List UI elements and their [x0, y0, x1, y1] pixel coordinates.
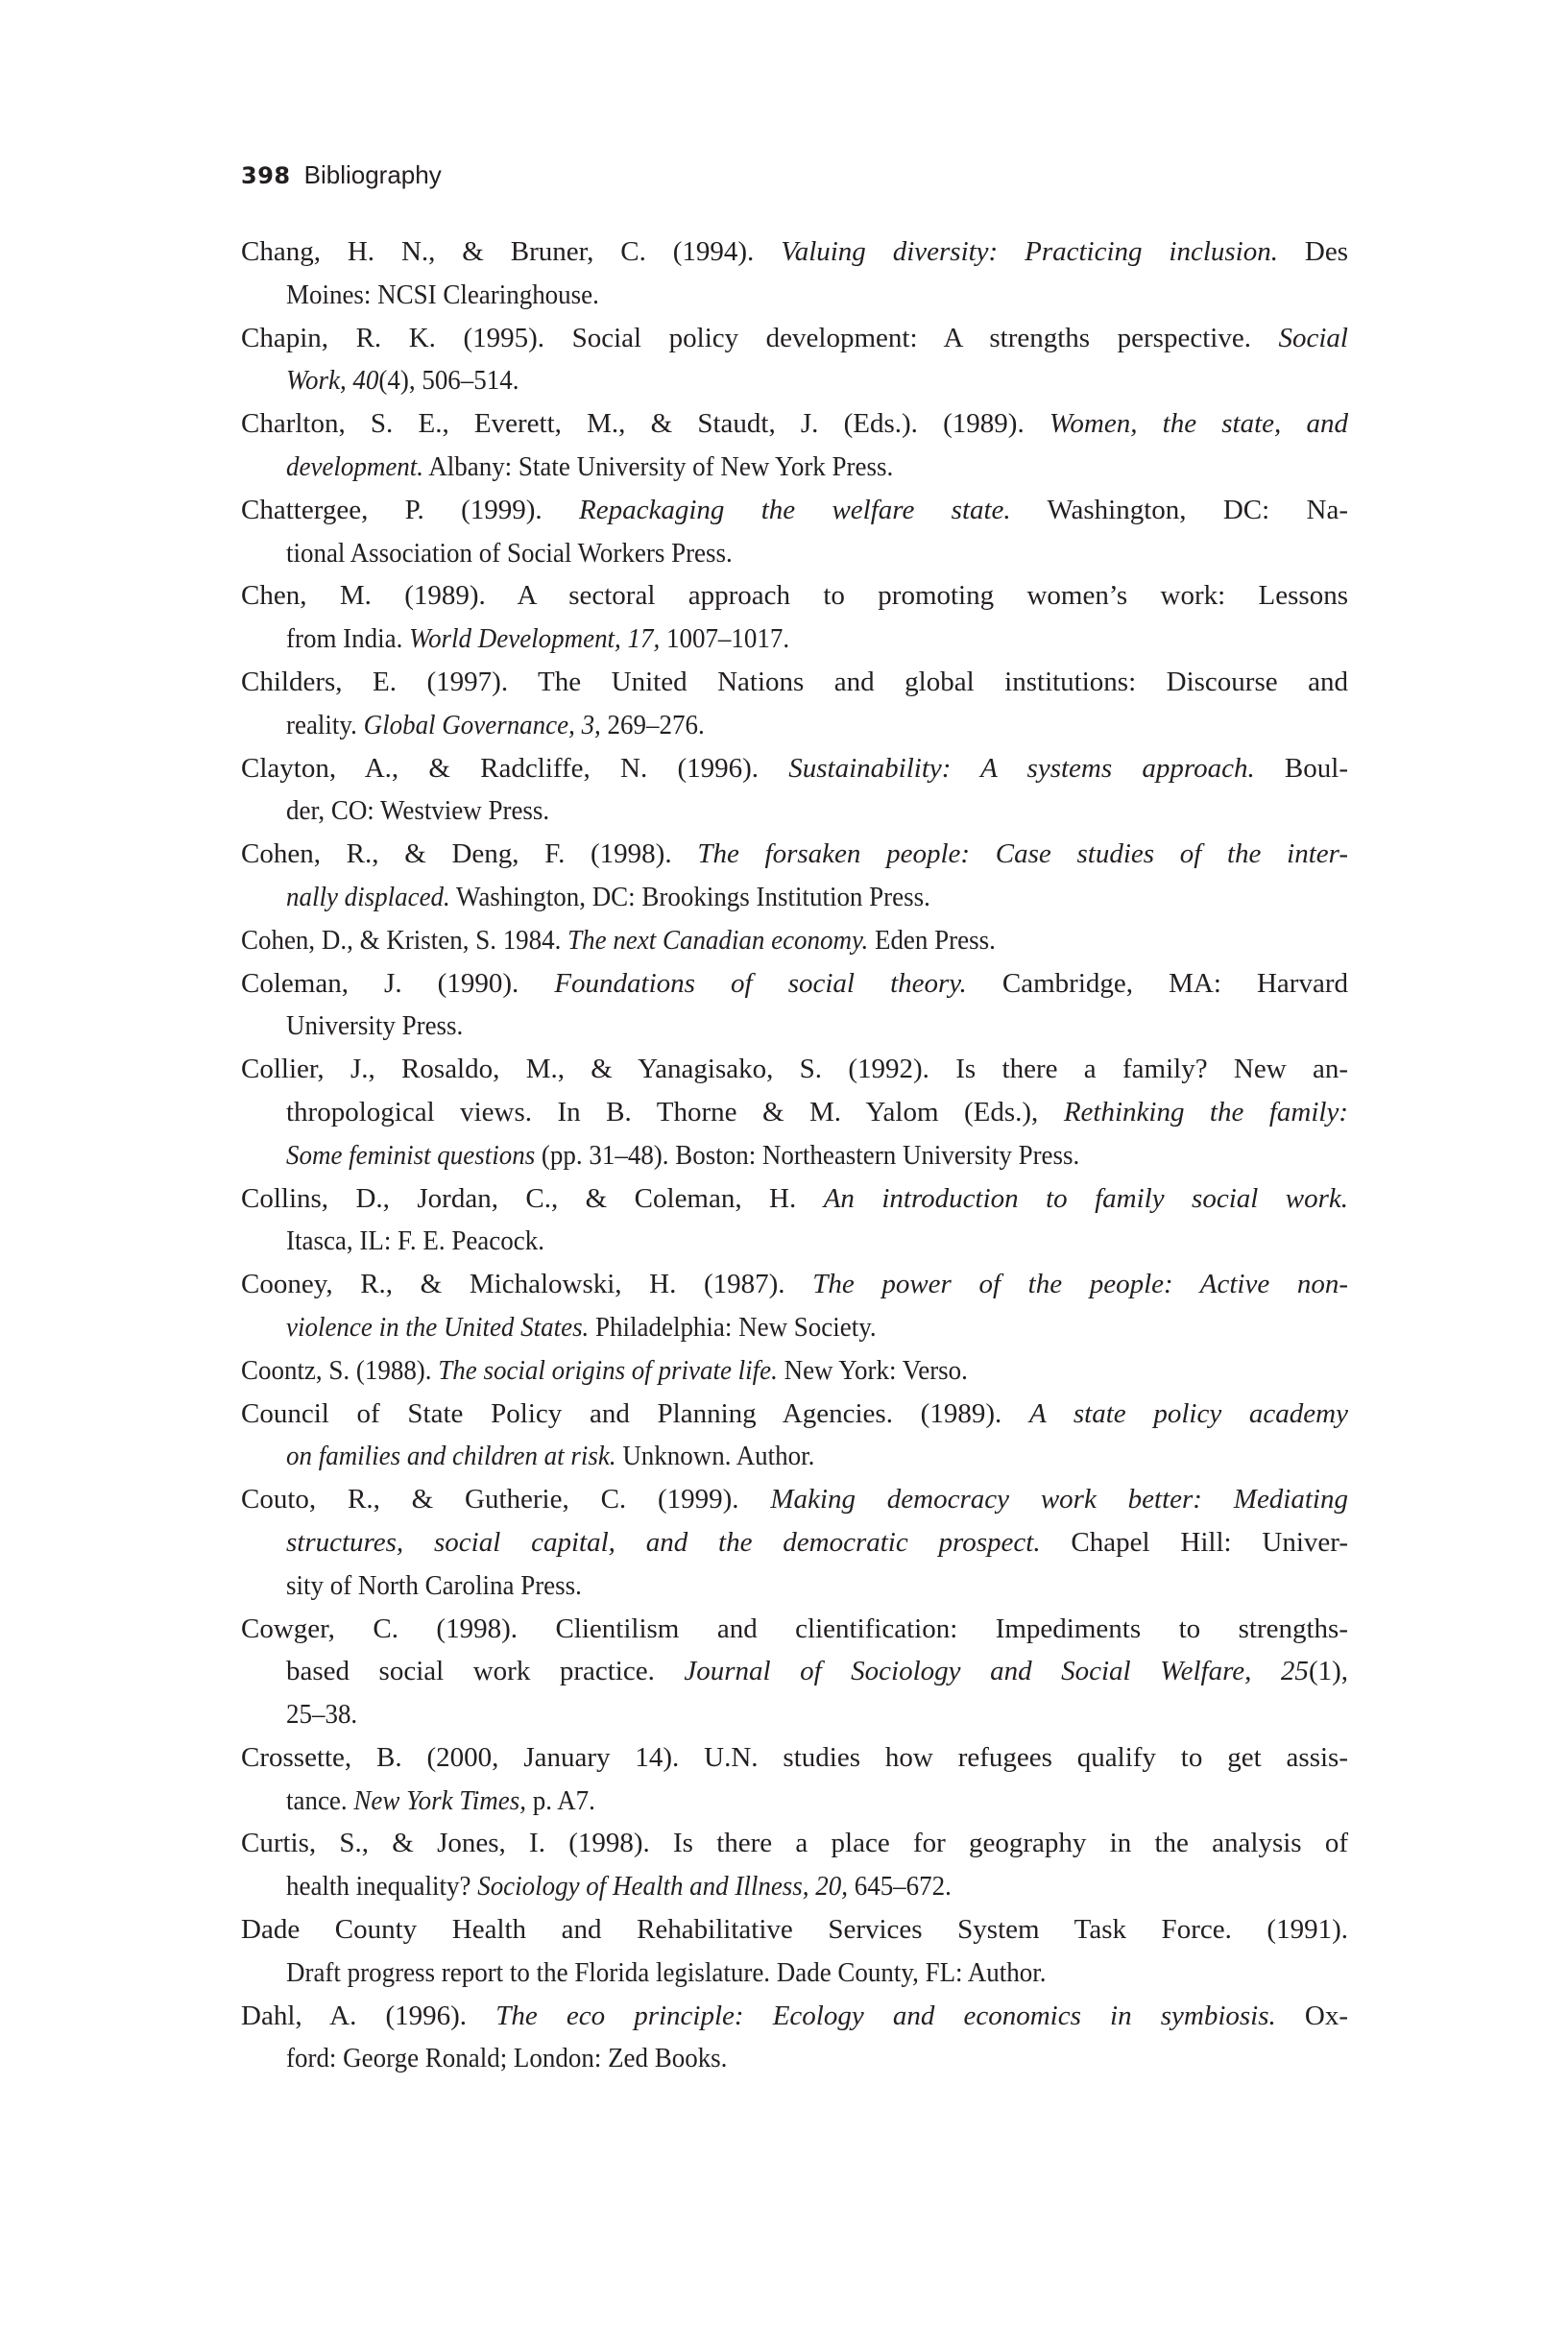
citation-text: Cohen, R., & Deng, F. (1998).	[241, 838, 698, 870]
italic-title-text: on families and children at risk.	[286, 1441, 616, 1472]
italic-title-text: The next Canadian economy.	[567, 924, 869, 956]
citation-text: ford: George Ronald; London: Zed Books.	[286, 2043, 728, 2074]
italic-title-text: nally displaced.	[286, 881, 450, 912]
citation-text: Clayton, A., & Radcliffe, N. (1996).	[241, 752, 789, 784]
entry-continuation-line	[241, 1091, 1348, 1134]
citation-text: Chapin, R. K. (1995). Social policy development: A strengths perspective.	[241, 322, 1279, 353]
citation-text: 645–672.	[847, 1871, 952, 1903]
citation-text: Cowger, C. (1998). Clientilism and clientification: Impediments to strengths-	[241, 1612, 1348, 1644]
entry-first-line	[241, 1177, 1348, 1221]
citation-text: Chang, H. N., & Bruner, C. (1994).	[241, 236, 782, 267]
italic-title-text: Global Governance, 3,	[363, 709, 601, 740]
italic-title-text: Work, 40	[286, 365, 379, 397]
citation-text: Albany: State University of New York Press.	[423, 450, 894, 482]
entry-first-line	[241, 1736, 1348, 1780]
entry-first-line	[241, 833, 1348, 876]
bibliography-entry	[241, 1822, 1348, 1908]
entry-first-line	[241, 661, 1348, 704]
citation-text: Moines: NCSI Clearinghouse.	[286, 279, 599, 310]
citation-text: (pp. 31–48). Boston: Northeastern University Press.	[535, 1139, 1080, 1171]
citation-text: based social work practice.	[286, 1656, 685, 1687]
citation-text: tional Association of Social Workers Press.	[286, 537, 733, 569]
italic-title-text: The power of the people: Active non-	[812, 1269, 1348, 1300]
citation-text: Collier, J., Rosaldo, M., & Yanagisako, S. (1992). Is there a family? New an-	[241, 1054, 1348, 1085]
citation-text: Childers, E. (1997). The United Nations and global institutions: Discourse and	[241, 666, 1348, 697]
entry-continuation-line	[241, 704, 1348, 747]
citation-text: Chapel Hill: Univer-	[1040, 1526, 1348, 1558]
bibliography-entry	[241, 230, 1348, 317]
bibliography-entry	[241, 962, 1348, 1049]
bibliography-entry	[241, 1608, 1348, 1736]
italic-title-text: World Development, 17,	[409, 623, 661, 655]
citation-text: sity of North Carolina Press.	[286, 1569, 582, 1601]
citation-text: University Press.	[286, 1010, 464, 1042]
entry-first-line	[241, 317, 1348, 360]
entry-first-line	[241, 1608, 1348, 1651]
entry-continuation-line	[241, 618, 1348, 661]
citation-text: Charlton, S. E., Everett, M., & Staudt, J. (Eds.). (1989).	[241, 408, 1049, 440]
bibliography-entry	[241, 574, 1348, 661]
bibliography-entry	[241, 1048, 1348, 1176]
entry-continuation-line	[241, 1306, 1348, 1349]
entry-continuation-line	[241, 359, 1348, 402]
entry-first-line	[241, 747, 1348, 790]
italic-title-text: The forsaken people: Case studies of the inter-	[697, 838, 1348, 870]
entry-first-line	[241, 489, 1348, 532]
bibliography-entry	[241, 489, 1348, 575]
citation-text: p. A7.	[525, 1784, 595, 1816]
entry-continuation-line	[241, 1134, 1348, 1177]
bibliography-entry	[241, 919, 1348, 962]
bibliography-entry	[241, 1736, 1348, 1823]
italic-title-text: The eco principle: Ecology and economics in symbiosis.	[495, 2000, 1276, 2031]
citation-text: New York: Verso.	[777, 1354, 968, 1386]
entry-first-line	[241, 1048, 1348, 1091]
page-number: 398	[241, 162, 291, 189]
citation-text: Draft progress report to the Florida legislature. Dade County, FL: Author.	[286, 1956, 1047, 1988]
italic-title-text: Journal of Sociology and Social Welfare, 25	[684, 1656, 1309, 1687]
entry-first-line	[241, 1263, 1348, 1306]
entry-first-line	[241, 962, 1348, 1006]
entry-first-line	[241, 402, 1348, 446]
italic-title-text: Making democracy work better: Mediating	[770, 1484, 1348, 1515]
citation-text: Cooney, R., & Michalowski, H. (1987).	[241, 1269, 813, 1300]
entry-first-line	[241, 1393, 1348, 1436]
italic-title-text: Women, the state, and	[1049, 408, 1348, 440]
citation-text: 25–38.	[286, 1699, 358, 1731]
italic-title-text: New York Times,	[353, 1784, 526, 1816]
entry-first-line	[241, 1349, 1348, 1393]
citation-text: tance.	[286, 1784, 354, 1816]
citation-text: Ox-	[1275, 2000, 1349, 2031]
entry-continuation-line	[241, 1780, 1348, 1823]
citation-text: Council of State Policy and Planning Agencies. (1989).	[241, 1397, 1029, 1429]
citation-text: Couto, R., & Gutherie, C. (1999).	[241, 1484, 771, 1515]
entry-continuation-line	[241, 532, 1348, 575]
citation-text: Crossette, B. (2000, January 14). U.N. studies how refugees qualify to get assis-	[241, 1741, 1348, 1773]
running-head: Bibliography	[303, 160, 442, 189]
italic-title-text: Rethinking the family:	[1063, 1096, 1348, 1128]
bibliography-entry	[241, 1995, 1348, 2081]
entry-first-line	[241, 1822, 1348, 1865]
citation-text: from India.	[286, 623, 410, 655]
entry-continuation-line	[241, 1521, 1348, 1564]
citation-text: Coleman, J. (1990).	[241, 967, 555, 999]
citation-text: health inequality?	[286, 1871, 478, 1903]
italic-title-text: Valuing diversity: Practicing inclusion.	[781, 236, 1278, 267]
entry-continuation-line	[241, 2037, 1348, 2080]
citation-text: 269–276.	[600, 709, 705, 740]
entry-continuation-line	[241, 1005, 1348, 1048]
citation-text: Eden Press.	[868, 924, 996, 956]
bibliography-entry	[241, 1177, 1348, 1264]
italic-title-text: structures, social capital, and the democratic prospect.	[286, 1526, 1041, 1558]
entry-continuation-line	[241, 1435, 1348, 1478]
citation-text: Chen, M. (1989). A sectoral approach to promoting women’s work: Lessons	[241, 580, 1348, 612]
citation-text: (4), 506–514.	[378, 365, 519, 397]
entry-continuation-line	[241, 446, 1348, 489]
bibliography-entry	[241, 1908, 1348, 1995]
entry-continuation-line	[241, 876, 1348, 919]
bibliography-entry	[241, 747, 1348, 834]
bibliography-entry	[241, 1263, 1348, 1349]
citation-text: 1007–1017.	[660, 623, 790, 655]
entry-first-line	[241, 1908, 1348, 1952]
italic-title-text: A state policy academy	[1028, 1397, 1348, 1429]
italic-title-text: Social	[1278, 322, 1348, 353]
bibliography-entry	[241, 833, 1348, 919]
bibliography-entry	[241, 317, 1348, 403]
entry-first-line	[241, 1995, 1348, 2038]
citation-text: Washington, DC: Brookings Institution Press.	[449, 881, 930, 912]
citation-text: Coontz, S. (1988).	[241, 1354, 439, 1386]
citation-text: (1),	[1308, 1656, 1349, 1687]
italic-title-text: An introduction to family social work.	[823, 1182, 1348, 1214]
citation-text: Cohen, D., & Kristen, S. 1984.	[241, 924, 568, 956]
citation-text: Cambridge, MA: Harvard	[966, 967, 1348, 999]
entry-first-line	[241, 574, 1348, 618]
bibliography-entry	[241, 1349, 1348, 1393]
entry-continuation-line	[241, 1865, 1348, 1908]
citation-text: der, CO: Westview Press.	[286, 795, 550, 827]
entry-continuation-line	[241, 1693, 1348, 1736]
citation-text: Dahl, A. (1996).	[241, 2000, 496, 2031]
citation-text: Des	[1278, 236, 1348, 267]
citation-text: Dade County Health and Rehabilitative Services System Task Force. (1991).	[241, 1914, 1348, 1946]
entry-first-line	[241, 1478, 1348, 1521]
citation-text: Unknown. Author.	[615, 1441, 815, 1472]
bibliography-entry	[241, 661, 1348, 747]
italic-title-text: The social origins of private life.	[438, 1354, 778, 1386]
entry-continuation-line	[241, 1220, 1348, 1263]
italic-title-text: Sociology of Health and Illness, 20,	[477, 1871, 848, 1903]
page-header	[241, 159, 442, 191]
citation-text: Curtis, S., & Jones, I. (1998). Is there a place for geography in the analysis of	[241, 1828, 1348, 1859]
citation-text: Chattergee, P. (1999).	[241, 494, 579, 525]
citation-text: thropological views. In B. Thorne & M. Yalom (Eds.),	[286, 1096, 1064, 1128]
entry-first-line	[241, 230, 1348, 274]
citation-text: Boul-	[1254, 752, 1348, 784]
italic-title-text: Sustainability: A systems approach.	[788, 752, 1255, 784]
entry-continuation-line	[241, 1952, 1348, 1995]
citation-text: Philadelphia: New Society.	[589, 1311, 877, 1343]
italic-title-text: development.	[286, 450, 424, 482]
entry-continuation-line	[241, 274, 1348, 317]
italic-title-text: violence in the United States.	[286, 1311, 590, 1343]
entry-continuation-line	[241, 1564, 1348, 1608]
citation-text: Collins, D., Jordan, C., & Coleman, H.	[241, 1182, 824, 1214]
citation-text: reality.	[286, 709, 364, 740]
entry-continuation-line	[241, 789, 1348, 833]
citation-text: Itasca, IL: F. E. Peacock.	[286, 1225, 544, 1257]
italic-title-text: Some feminist questions	[286, 1139, 536, 1171]
italic-title-text: Foundations of social theory.	[554, 967, 967, 999]
bibliography-entry	[241, 402, 1348, 489]
citation-text: Washington, DC: Na-	[1010, 494, 1348, 525]
bibliography-entry	[241, 1478, 1348, 1607]
bibliography-entry	[241, 1393, 1348, 1479]
italic-title-text: Repackaging the welfare state.	[579, 494, 1011, 525]
entry-continuation-line	[241, 1650, 1348, 1693]
bibliography-list	[241, 230, 1348, 2080]
entry-first-line	[241, 919, 1348, 962]
